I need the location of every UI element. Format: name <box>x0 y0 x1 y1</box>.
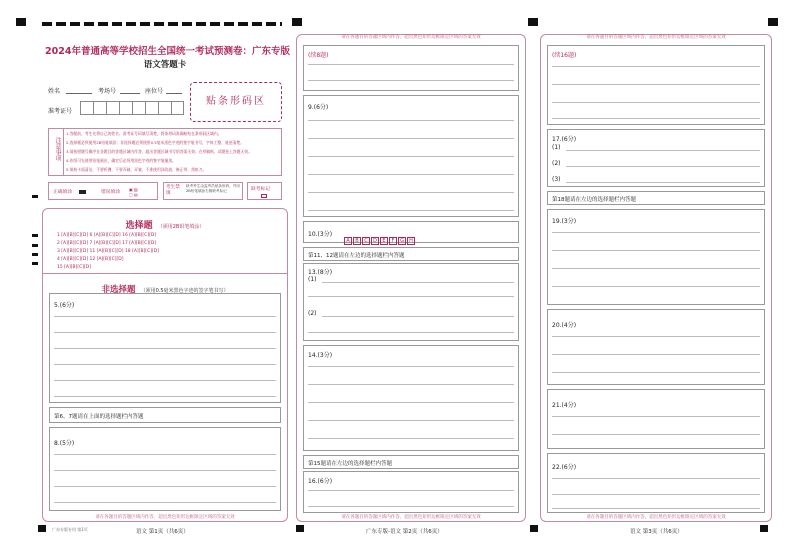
notice-line-3: 3.请按照题号顺序在各题目的答题区域内作答，超出答题区域书写的答案无效；在草稿纸、试题卷上答题无效。 <box>66 149 252 154</box>
mc-row-3[interactable]: 3 [A][B][C][D] 11 [A][B][C][D] 18 [A][B][C][D] <box>57 249 159 254</box>
col1-bottom-note: 请在各题目的答题区域内作答，超出黑色矩形边框限定区域的答案无效 <box>95 515 235 520</box>
note-11-12 <box>303 247 519 261</box>
q17-sub-1: (1) <box>552 144 561 151</box>
fill-example-box <box>48 182 158 200</box>
q20-area[interactable] <box>547 309 765 385</box>
notice-line-1: 1.答题前，考生先将自己的姓名、准考证号码填写清楚，将条形码准确粘贴在条形码区域内。 <box>66 131 222 136</box>
q22-label: 22.(6分) <box>552 464 577 471</box>
q17-sub-2: (2) <box>552 160 561 167</box>
q10-option-d[interactable]: D <box>371 237 379 245</box>
notice-line-4: 4.作图可先使用铅笔画出，确定后必须用黑色字迹的签字笔描黑。 <box>66 158 176 163</box>
timing-mark <box>32 234 38 237</box>
absent-mark-box[interactable] <box>247 182 282 200</box>
absent-mark-bubble[interactable] <box>261 194 267 198</box>
note-18-text: 第18题请在左边的选择题栏内答题 <box>552 197 636 203</box>
notice-line-2: 2.选择题必须使用2B铅笔填涂；非选择题必须使用0.5毫米黑色字迹的签字笔书写，字体工整、笔迹清楚。 <box>66 140 244 145</box>
name-label: 姓名 <box>48 88 61 95</box>
note-6-7 <box>49 407 281 423</box>
q13-area[interactable] <box>303 263 519 341</box>
q8-cont-area[interactable] <box>303 45 519 91</box>
q10-options[interactable] <box>344 227 416 246</box>
note-6-7-text: 第6、7题请在上面的选择题栏内答题 <box>54 414 144 420</box>
q10-option-h[interactable]: H <box>407 237 415 245</box>
notice-label: 注意事项 <box>54 137 61 161</box>
correct-fill-sample <box>79 190 86 194</box>
q14-area[interactable] <box>303 345 519 451</box>
q17-sub-3: (3) <box>552 176 561 183</box>
q10-option-b[interactable]: B <box>353 237 361 245</box>
q10-option-a[interactable]: A <box>344 237 352 245</box>
q16-cont-area[interactable] <box>547 45 765 125</box>
corner-mark <box>768 18 778 26</box>
col3-top-note: 请在各题目的答题区域内作答，超出黑色矩形边框限定区域的答案无效 <box>586 35 726 40</box>
q8-label: 8.(5分) <box>54 440 75 447</box>
notice-box <box>48 128 282 176</box>
note-11-12-text: 第11、12题请在左边的选择题栏内答题 <box>308 253 405 259</box>
absent-label: 考生禁填 <box>166 185 180 196</box>
exam-no-boxes[interactable] <box>80 101 184 115</box>
mc-row-1[interactable]: 1 [A][B][C][D] 6 [A][B][C][D] 16 [A][B][C][D] <box>57 233 157 238</box>
footer-page-2: 广东专版-语文 第2页（共6页） <box>366 529 443 535</box>
page-subtitle: 语文答题卡 <box>143 60 187 70</box>
exam-no-label: 准考证号 <box>48 108 73 115</box>
q20-label: 20.(4分) <box>552 322 577 329</box>
q13-sub-1: (1) <box>308 276 317 283</box>
nonmc-note: （须用0.5毫米黑色字迹的签字笔书写） <box>140 288 229 294</box>
room-line[interactable] <box>120 93 140 94</box>
corner-mark <box>292 18 302 26</box>
timing-mark <box>32 195 38 198</box>
q21-area[interactable] <box>547 389 765 449</box>
q17-area[interactable] <box>547 129 765 187</box>
column-3 <box>540 34 772 522</box>
corner-mark <box>528 18 538 26</box>
q9-label: 9.(6分) <box>308 104 329 111</box>
q10-option-g[interactable]: G <box>398 237 406 245</box>
wrong-fill-sample: ▣ ▨ ▢ ▤ <box>129 187 138 197</box>
mc-row-4[interactable]: 4 [A][B][C][D] 12 [A][B][C][D] <box>57 257 124 262</box>
q10-option-c[interactable]: C <box>362 237 370 245</box>
seat-line[interactable] <box>166 93 182 94</box>
mc-row-5[interactable]: 15 [A][B][C][D] <box>57 265 91 270</box>
timing-mark <box>32 253 38 256</box>
column-1 <box>42 208 288 522</box>
q10-area[interactable] <box>303 221 519 243</box>
nonmc-title: 非选择题 <box>101 285 136 295</box>
room-label: 考场号 <box>98 88 117 95</box>
mc-title: 选择题 <box>125 221 153 231</box>
q17-label: 17.(6分) <box>552 136 577 143</box>
q5-area[interactable] <box>49 293 281 403</box>
footer-page-1: 语文 第1页（共6页） <box>136 529 189 535</box>
q16-cont-label: (续16题) <box>552 52 577 59</box>
corner-mark <box>530 525 538 532</box>
q14-label: 14.(3分) <box>308 352 333 359</box>
absent-mark-label: 缺考标记 <box>251 187 271 192</box>
correct-fill-label: 正确填涂 <box>53 190 73 195</box>
footer-page-3: 语文 第3页（共6页） <box>630 529 683 535</box>
q8-cont-label: (续8题) <box>308 52 329 59</box>
col2-top-note: 请在各题目的答题区域内作答，超出黑色矩形边框限定区域的答案无效 <box>341 35 481 40</box>
q9-area[interactable] <box>303 95 519 217</box>
corner-mark <box>760 525 768 532</box>
corner-mark <box>38 525 46 532</box>
col2-bottom-note: 请在各题目的答题区域内作答，超出黑色矩形边框限定区域的答案无效 <box>341 515 481 520</box>
wrong-fill-label: 错误填涂 <box>101 190 121 195</box>
absent-note: 缺考考生由监考员贴条形码，并用2B铅笔填涂右侧缺考标记 <box>186 184 240 193</box>
column-2 <box>296 34 526 522</box>
timing-mark <box>32 262 38 265</box>
note-18 <box>547 191 765 205</box>
seat-label: 座位号 <box>145 88 164 95</box>
col3-bottom-note: 请在各题目的答题区域内作答，超出黑色矩形边框限定区域的答案无效 <box>586 515 726 520</box>
barcode-label: 贴条形码区 <box>206 96 266 107</box>
corner-mark <box>296 525 304 532</box>
name-line[interactable] <box>66 93 92 94</box>
note-15-text: 第15题请在左边的选择题栏内答题 <box>308 461 392 467</box>
barcode-area <box>190 82 282 122</box>
notice-line-5: 5.保持卡面清洁，不要折叠、不要弄破、弄皱，不准使用涂改液、修正带、刮纸刀。 <box>66 167 207 172</box>
q13-sub-2: (2) <box>308 310 317 317</box>
q19-label: 19.(3分) <box>552 218 577 225</box>
q8-area[interactable] <box>49 427 281 511</box>
absent-box <box>163 182 243 200</box>
timing-mark <box>32 244 38 247</box>
q21-label: 21.(4分) <box>552 402 577 409</box>
mc-row-2[interactable]: 2 [A][B][C][D] 7 [A][B][C][D] 17 [A][B][C][D] <box>57 241 157 246</box>
q22-area[interactable] <box>547 453 765 513</box>
q16-label: 16.(6分) <box>308 478 333 485</box>
q16-area[interactable] <box>303 471 519 513</box>
q13-label: 13.(8分) <box>308 269 333 276</box>
mc-title-row <box>43 213 287 232</box>
q19-area[interactable] <box>547 209 765 305</box>
footer-left-small: 广东专版专用 第1页 <box>52 527 88 532</box>
q10-option-e[interactable]: E <box>380 237 388 245</box>
note-15 <box>303 455 519 469</box>
header-dash-bar <box>42 22 282 26</box>
q5-label: 5.(6分) <box>54 302 75 309</box>
corner-mark <box>16 18 26 26</box>
q10-label: 10.(3分) <box>308 231 333 238</box>
mc-note: （须用2B铅笔填涂） <box>157 224 205 230</box>
q10-option-f[interactable]: F <box>389 237 397 245</box>
page-title: 2024年普通高等学校招生全国统一考试预测卷：广东专版 <box>45 46 290 57</box>
